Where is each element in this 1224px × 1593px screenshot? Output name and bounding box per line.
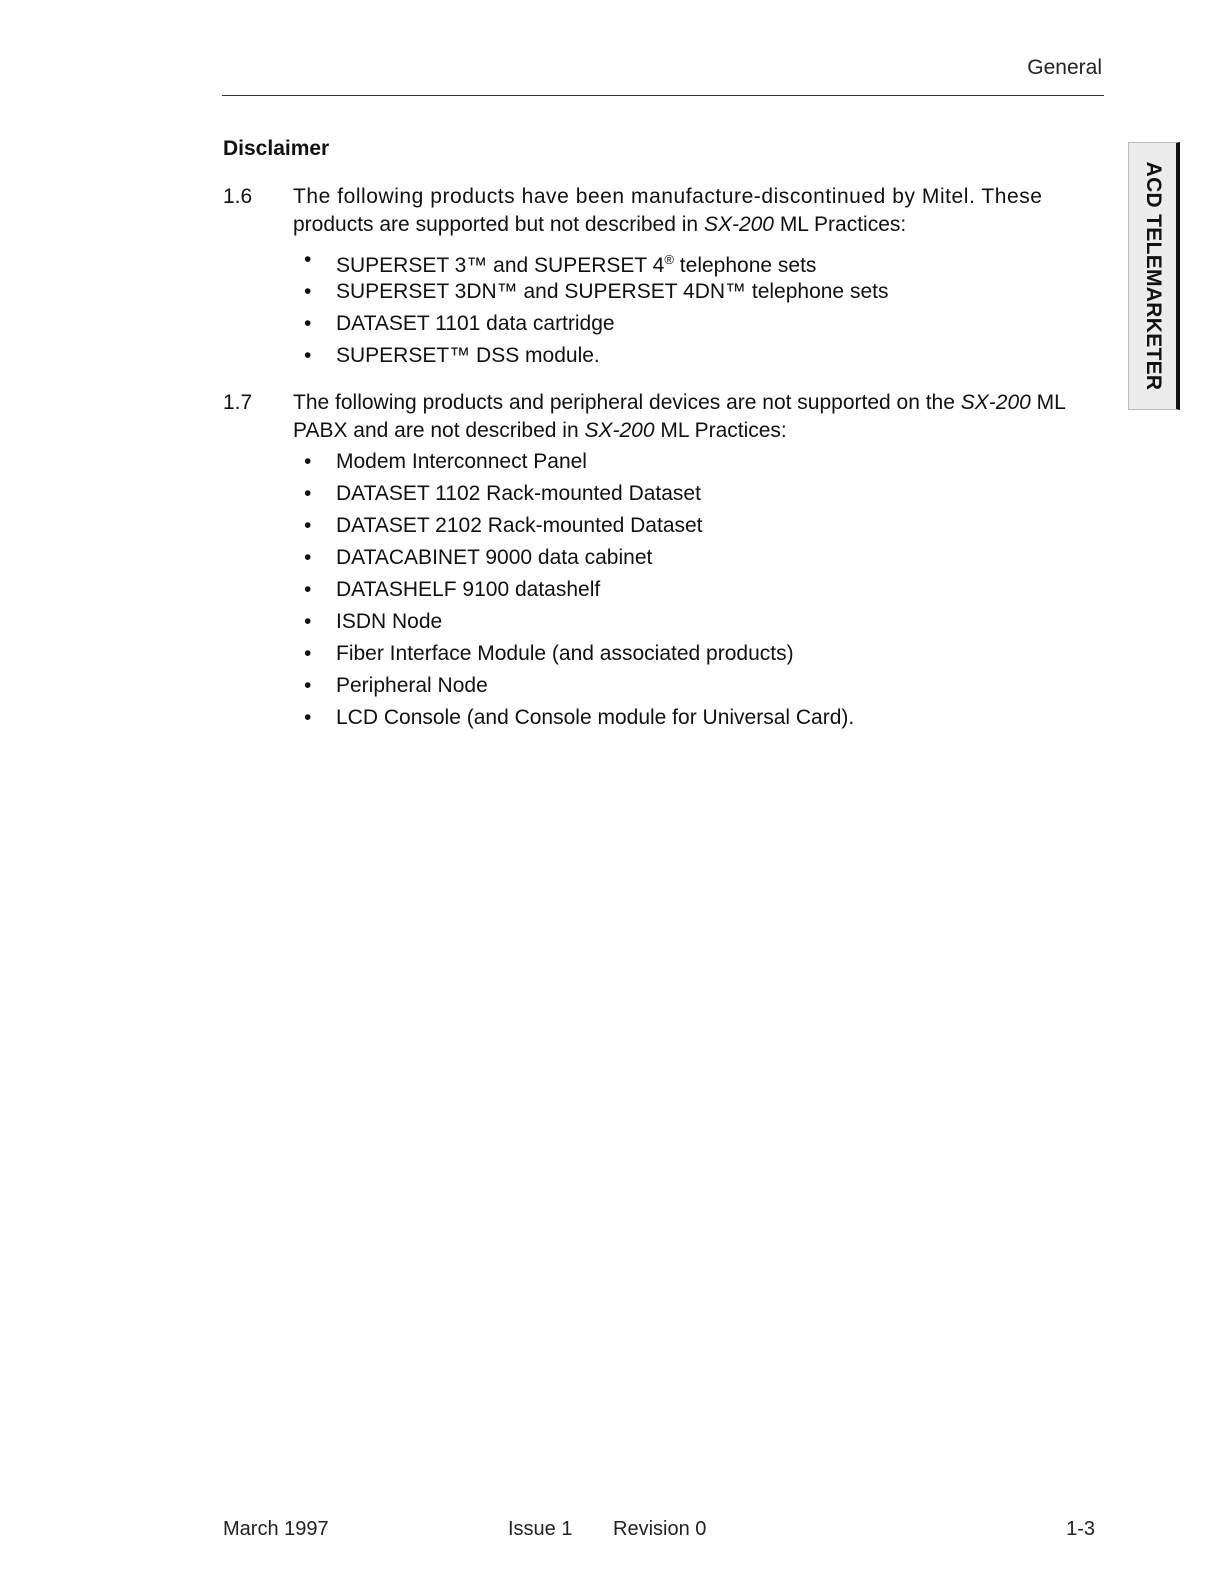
list-item: • LCD Console (and Console module for Universal Card). — [300, 702, 854, 734]
list-item: • DATACABINET 9000 data cabinet — [300, 542, 854, 574]
footer-page-number: 1-3 — [1066, 1518, 1095, 1540]
paragraph-line: The following products have been manufacture-discontinued by Mitel. These — [293, 185, 1043, 208]
bullet-list-1-7 — [300, 446, 854, 734]
paragraph-text — [293, 183, 1108, 239]
registered-mark: ® — [664, 252, 674, 267]
paragraph-line — [293, 211, 1108, 239]
footer-date: March 1997 — [223, 1518, 329, 1540]
text-run: SUPERSET 3™ and SUPERSET 4 — [336, 254, 665, 277]
product-name: SX-200 — [960, 391, 1031, 414]
text-run: The following products and peripheral devices are not supported on the — [293, 391, 961, 414]
page-header-title: General — [1027, 56, 1102, 79]
side-tab-label: ACD TELEMARKETER — [1141, 161, 1165, 391]
paragraph-text — [293, 389, 1108, 445]
paragraph-line — [293, 389, 1108, 417]
list-item: • DATASET 2102 Rack-mounted Dataset — [300, 510, 854, 542]
list-item: • DATASET 1102 Rack-mounted Dataset — [300, 478, 854, 510]
footer-revision: Revision 0 — [613, 1518, 707, 1540]
text-run: ML Practices: — [773, 213, 907, 236]
paragraph-1-7 — [223, 389, 1108, 445]
list-item: • DATASET 1101 data cartridge — [300, 308, 888, 340]
list-item: • DATASHELF 9100 datashelf — [300, 574, 854, 606]
bullet-list-1-6 — [300, 244, 888, 372]
section-side-tab — [1128, 142, 1180, 410]
list-item: • SUPERSET™ DSS module. — [300, 340, 888, 372]
text-run: products are supported but not described in — [293, 213, 704, 236]
list-item: • ISDN Node — [300, 606, 854, 638]
paragraph-1-6 — [223, 183, 1108, 239]
section-heading: Disclaimer — [223, 137, 330, 160]
header-rule — [222, 95, 1104, 96]
text-run: telephone sets — [673, 254, 817, 277]
paragraph-number: 1.7 — [223, 391, 253, 414]
text-run: PABX and are not described in — [293, 419, 585, 442]
list-item: • Peripheral Node — [300, 670, 854, 702]
product-name: SX-200 — [703, 213, 774, 236]
list-item: • SUPERSET 3DN™ and SUPERSET 4DN™ telephone sets — [300, 276, 888, 308]
list-item: • Modem Interconnect Panel — [300, 446, 854, 478]
product-name: SX-200 — [584, 419, 655, 442]
list-item: • Fiber Interface Module (and associated products) — [300, 638, 854, 670]
list-item — [300, 244, 888, 276]
text-run: ML — [1030, 391, 1066, 414]
text-run: ML Practices: — [654, 419, 787, 442]
footer-issue: Issue 1 — [508, 1518, 573, 1540]
paragraph-number: 1.6 — [223, 185, 253, 208]
paragraph-line — [293, 417, 1108, 445]
